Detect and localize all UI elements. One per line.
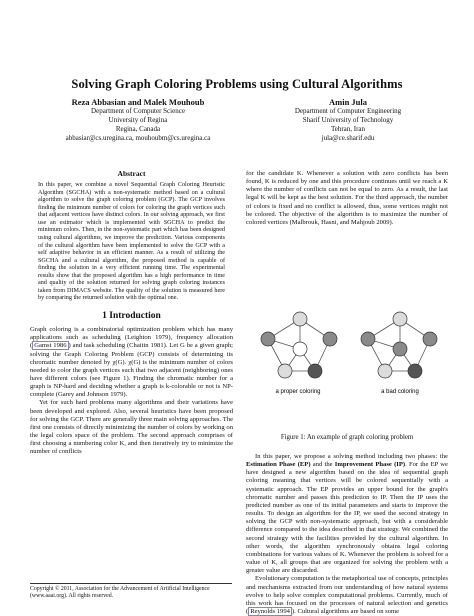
author-email: abbasiar@cs.uregina.ca, mouhoubm@cs.uregina.ca bbox=[65, 134, 211, 142]
vertex bbox=[423, 332, 437, 346]
vertex bbox=[393, 312, 407, 326]
author-univ: Sharif University of Technology bbox=[302, 116, 394, 124]
author-names: Amin Jula bbox=[328, 97, 368, 107]
vertex bbox=[393, 342, 407, 356]
vertex bbox=[361, 332, 375, 346]
author-place: Tehran, Iran bbox=[330, 125, 366, 133]
figure-caption: Figure 1: An example of graph coloring problem bbox=[280, 434, 414, 441]
vertex bbox=[261, 332, 275, 346]
paragraph: for the candidate K. Whenever a solution with zero conflicts has been found, K is reduced by one and this procedure continues until we reach a K where the number of conflicts can not be equal to zero. As a result, the last legal K will be kept as the best solution. For the third approach, the number of colors is fixed and no conflict is allowed, thus, some vertices might not be colored. The objective of the algorithm is to maximize the number of colored vertices (Malbrouk, Hasni, and Mahjoub 2009). bbox=[246, 170, 448, 226]
abstract-heading: Abstract bbox=[117, 169, 146, 178]
author-block bbox=[0, 97, 474, 157]
figure-label-right: a bad coloring bbox=[381, 389, 419, 395]
vertex bbox=[308, 364, 322, 378]
intro-paragraph-1 bbox=[30, 326, 233, 399]
paragraph bbox=[246, 453, 448, 575]
vertex bbox=[323, 332, 337, 346]
text: In this paper, we propose a solving method including two phases: the bbox=[255, 453, 448, 460]
left-column bbox=[30, 170, 233, 457]
figure-label-left: a proper coloring bbox=[275, 389, 321, 395]
vertex bbox=[278, 364, 292, 378]
text: . For the EP we have designed a new algorithm based on the idea of sequential graph coloring meaning that vertices will be colored sequentially with a systematic approach. The EP provides an upper bound for the graph's chromatic number and passes this prediction to IP. Then the IP uses the predicted number as one of its initial parameters and starts to improve the results. To design an algorithm for the IP, we used the second strategy in solving the GCP with non-systematic approach, but with a considerable difference compared to the idea described in that strategy. We combined the second strategy with the facilities provided by the cultural algorithm. In other words, the algorithm synchronously obtains legal coloring combinations for various values of K. Whenever the problem is solved for a value of K, all groups that are organized for solving the problem with a greater value are discarded. bbox=[246, 461, 448, 575]
vertex bbox=[293, 312, 307, 326]
citation-link[interactable]: Reynolds 1994 bbox=[250, 607, 290, 615]
author-left bbox=[48, 97, 228, 143]
term-ep: Estimation Phase (EP) bbox=[246, 461, 311, 469]
text: ) and task scheduling (Chaitin 1981). Let G be a given graph; solving the Graph Coloring Problem (GCP) consists of determining its chromatic number denoted by χ(G). χ(G) is the minimum number of colors needed to color the graph vertices such that two adjacent (neighboring) ones have different colors (see Figure 1). Finding the chromatic number for a graph is NP-hard and deciding whether a graph is k-colorable or not is NP-complete (Garey and Johnson 1979). bbox=[30, 342, 233, 399]
copyright-footnote: Copyright © 2011, Association for the Advancement of Artificial Intelligence (www.aaai.org). All rights reserved. bbox=[30, 583, 232, 600]
author-dept: Department of Computer Engineering bbox=[294, 107, 402, 115]
abstract-text: In this paper, we combine a novel Sequential Graph Coloring Heuristic Algorithm (SGCHA) with a non-systematic method based on a cultural algorithm to solve the graph coloring problem (GCP). The GCP involves finding the minimum number of colors for coloring the graph vertices such that adjacent vertices have distinct colors. In our solving approach, we first use an estimator which is implemented with SGCHA to predict the minimum colors. Then, in the non-systematic part which has been designed using cultural algorithms, we improve the prediction. Various components of the cultural algorithm have been implemented to solve the GCP with a self adaptive behavior in an efficient manner. As a result of utilizing the SGCHA and a cultural algorithm, the proposed method is capable of finding the solution in a very efficient running time. The experimental results show that the proposed algorithm has a high performance in time and quality of the solution returned for solving graph coloring instances taken from DIMACS website. The quality of the solution is measured here by comparing the returned solution with the optimal one. bbox=[38, 182, 225, 302]
citation-link[interactable]: Gamst 1986 bbox=[34, 342, 67, 350]
author-univ: University of Regina bbox=[108, 116, 168, 124]
intro-paragraph-2: Yet for such hard problems many algorithms and their variations have been developed and explored. Also, several heuristics have been proposed for solving the GCP. There are generally three main solving approaches. The first one consists of directly minimizing the number of colors by working on the legal colors space of the problem. The second approach comprises of first choosing a numbering color K, and then iteratively try to minimize the number of conflicts bbox=[30, 399, 233, 456]
paragraph bbox=[246, 575, 448, 616]
section-heading: 1 Introduction bbox=[102, 310, 161, 321]
right-column-top bbox=[246, 170, 448, 227]
author-place: Regina, Canada bbox=[115, 125, 161, 133]
graph-coloring-figure bbox=[250, 309, 446, 411]
text: Graph coloring is a combinatorial optimization problem which has many applications such as scheduling (Leighton 1979), frequency allocation ( bbox=[30, 326, 233, 350]
vertex bbox=[408, 364, 422, 378]
figure-1 bbox=[250, 309, 446, 411]
vertex bbox=[293, 342, 307, 356]
right-column-bottom bbox=[246, 453, 448, 616]
author-dept: Department of Computer Science bbox=[91, 107, 185, 115]
text: Evolutionary computation is the metaphorical use of concepts, principles and mechanisms extracted from our understanding of how natural systems evolve to help solve complex computational problems. Currently, much of this work has focused on the processes of natural selection and genetics ( bbox=[246, 575, 448, 615]
author-email: jula@ce.sharif.edu bbox=[321, 134, 375, 142]
paper-title: Solving Graph Coloring Problems using Cultural Algorithms bbox=[71, 77, 403, 91]
vertex bbox=[378, 364, 392, 378]
author-right bbox=[258, 97, 438, 143]
text: ). Cultural algorithms are based on some bbox=[291, 607, 400, 615]
term-ip: Improvement Phase (IP) bbox=[334, 461, 406, 469]
text: and the bbox=[310, 461, 335, 469]
author-names: Reza Abbasian and Malek Mouhoub bbox=[71, 97, 205, 107]
